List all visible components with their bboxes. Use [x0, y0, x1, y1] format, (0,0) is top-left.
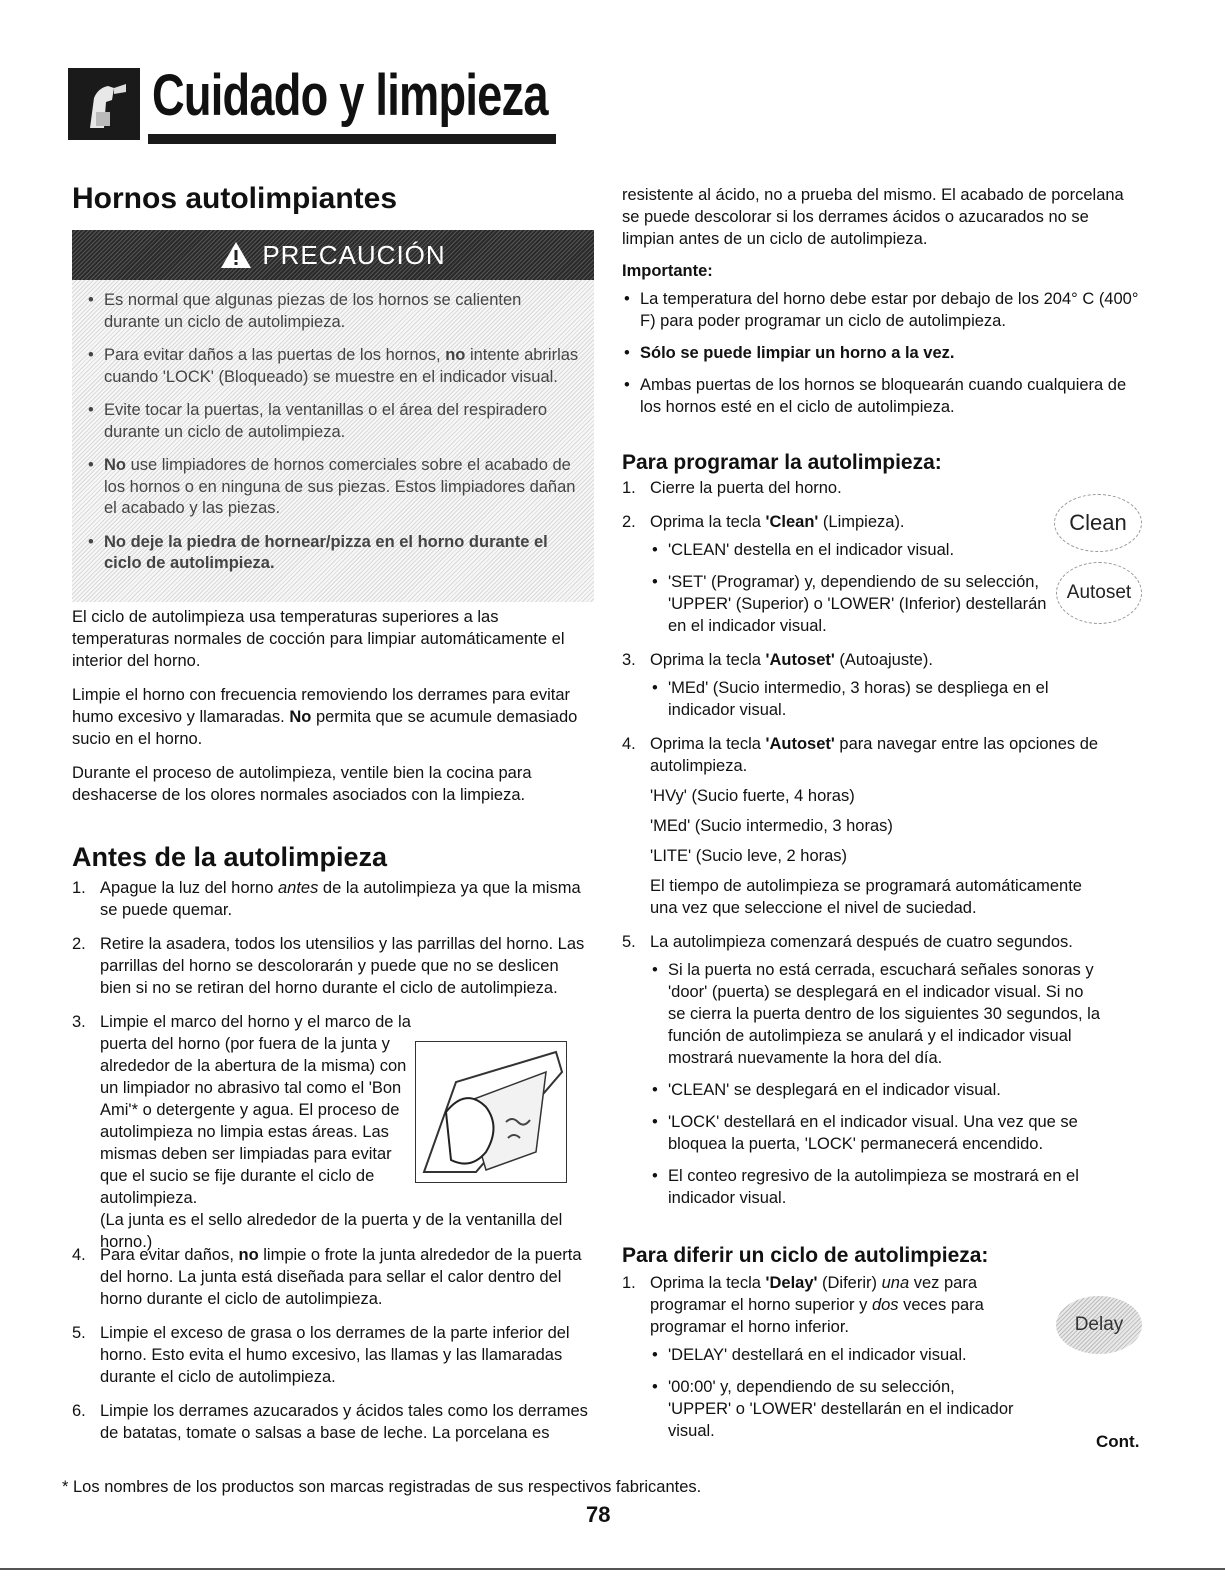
delay-steps: [622, 1272, 1022, 1454]
section-heading-antes: Antes de la autolimpieza: [72, 842, 388, 872]
footnote: * Los nombres de los productos son marcas registradas de sus respectivos fabricantes.: [62, 1478, 702, 1496]
importante-list: [622, 288, 1142, 418]
warning-icon: [220, 241, 252, 269]
cleaning-spray-icon: [68, 68, 140, 140]
note: El tiempo de autolimpieza se programará automáticamente una vez que seleccione el nivel de suciedad.: [650, 877, 1082, 917]
option-line: 'MEd' (Sucio intermedio, 3 horas): [650, 817, 893, 835]
step-item: 1. Cierre la puerta del horno.: [622, 479, 842, 497]
autoset-key[interactable]: Autoset: [1056, 562, 1142, 624]
section-heading-hornos: Hornos autolimpiantes: [72, 182, 398, 215]
caution-header: [72, 230, 594, 280]
step-item: 4. Oprima la tecla 'Autoset' para navegar entre las opciones de autolimpieza. 'HVy' (Sucio fuerte, 4 horas) 'MEd' (Sucio intermedio, 3 horas) 'LITE' (Sucio leve, 2 horas) El tiempo de autolimpieza se programará automáticamente una vez que seleccione el nivel de suciedad.: [622, 733, 1102, 919]
title-underline: [148, 134, 556, 144]
list-item: • 'CLEAN' se desplegará en el indicador visual.: [650, 1079, 1102, 1101]
step-item: 2. Retire la asadera, todos los utensilios y las parrillas del horno. Las parrillas del horno se descolorarán y puede que no se deslicen bien si no se retiran del horno durante el ciclo de autolimpieza.: [72, 935, 585, 997]
page-title: Cuidado y limpieza: [152, 63, 548, 128]
caution-item: • Evite tocar la puertas, la ventanillas o el área del respiradero durante un ciclo de autolimpieza.: [84, 400, 580, 443]
heading-programar: Para programar la autolimpieza:: [622, 451, 942, 474]
step-item: 6. Limpie los derrames azucarados y ácidos tales como los derrames de batatas, tomate o salsas a base de leche. La porcelana es: [72, 1402, 588, 1442]
step-item: 4. Para evitar daños, no limpie o frote la junta alrededor de la puerta del horno. La junta está diseñada para sellar el calor dentro del horno durante el ciclo de autolimpieza.: [72, 1246, 582, 1308]
option-line: 'LITE' (Sucio leve, 2 horas): [650, 847, 848, 865]
caution-item: • No deje la piedra de hornear/pizza en el horno durante el ciclo de autolimpieza.: [84, 532, 580, 575]
paragraph: El ciclo de autolimpieza usa temperaturas superiores a las temperaturas normales de cocción para limpiar automáticamente el interior del horno.: [72, 608, 565, 670]
bottom-rule: [0, 1568, 1225, 1570]
caution-title: PRECAUCIÓN: [262, 239, 446, 270]
page-number: 78: [586, 1502, 611, 1527]
caution-item: • Para evitar daños a las puertas de los hornos, no intente abrirlas cuando 'LOCK' (Bloqueado) se muestre en el indicador visual.: [84, 345, 580, 388]
list-item: • La temperatura del horno debe estar por debajo de los 204° C (400° F) para poder programar un ciclo de autolimpieza.: [622, 288, 1142, 332]
list-item: • 'DELAY' destellará en el indicador visual.: [650, 1344, 1022, 1366]
caution-box: [72, 230, 594, 602]
list-item: • El conteo regresivo de la autolimpieza se mostrará en el indicador visual.: [650, 1165, 1102, 1209]
step-item: 3. Limpie el marco del horno y el marco de la puerta del horno (por fuera de la junta y alrededor de la abertura de la misma) con un limpiador no abrasivo tal como el 'Bon Ami'* o detergente y agua. El proceso de autolimpieza no limpia estas áreas. Las mismas deben ser limpiadas para evitar que el sucio se fije durante el ciclo de autolimpieza. (La junta es el sello alrededor de la puerta y de la ventanilla del horno.): [72, 1013, 563, 1251]
clean-key[interactable]: Clean: [1054, 494, 1142, 552]
heading-diferir: Para diferir un ciclo de autolimpieza:: [622, 1244, 989, 1267]
list-item: • 'MEd' (Sucio intermedio, 3 horas) se despliega en el indicador visual.: [650, 677, 1102, 721]
caution-list: [84, 290, 580, 587]
right-column-intro: [622, 184, 1142, 428]
caution-item: • No use limpiadores de hornos comerciales sobre el acabado de los hornos o en ninguna de sus piezas. Estos limpiadores dañan el acabado y las piezas.: [84, 455, 580, 520]
paragraph: Limpie el horno con frecuencia removiendo los derrames para evitar humo excesivo y llamaradas. No permita que se acumule demasiado sucio en el horno.: [72, 686, 578, 748]
caution-item: • Es normal que algunas piezas de los hornos se calienten durante un ciclo de autolimpieza.: [84, 290, 580, 333]
list-item: • 'CLEAN' destella en el indicador visual.: [650, 539, 1102, 561]
step-item: 5. Limpie el exceso de grasa o los derrames de la parte inferior del horno. Esto evita el humo excesivo, las llamas y las llamaradas durante el ciclo de autolimpieza.: [72, 1324, 570, 1386]
delay-key[interactable]: Delay: [1056, 1296, 1142, 1354]
continued-label: Cont.: [1096, 1432, 1140, 1451]
list-item: • Ambas puertas de los hornos se bloquearán cuando cualquiera de los hornos esté en el ciclo de autolimpieza.: [622, 374, 1142, 418]
before-cleaning-steps-cont: [72, 1244, 592, 1456]
step-item: 2. Oprima la tecla 'Clean' (Limpieza). • 'CLEAN' destella en el indicador visual. • 'SET' (Programar) y, dependiendo de su selección, 'UPPER' (Superior) o 'LOWER' (Inferior) destellarán en el indicador visual.: [622, 511, 1102, 637]
step-item: 5. La autolimpieza comenzará después de cuatro segundos. • Si la puerta no está cerrada, escuchará señales sonoras y 'door' (puerta) se desplegará en el indicador visual. Si no se cierra la puerta dentro de los siguientes 30 segundos, la función de autolimpieza se anulará y el indicador visual mostrará nuevamente la hora del día. • 'CLEAN' se desplegará en el indicador visual. • 'LOCK' destellará en el indicador visual. Una vez que se bloquea la puerta, 'LOCK' permanecerá encendido. • El conteo regresivo de la autolimpieza se mostrará en el indicador visual.: [622, 931, 1102, 1209]
paragraph: resistente al ácido, no a prueba del mismo. El acabado de porcelana se puede descolorar si los derrames ácidos o azucarados no se limpian antes de un ciclo de autolimpieza.: [622, 186, 1124, 248]
importante-label: Importante:: [622, 262, 713, 280]
list-item: • Sólo se puede limpiar un horno a la vez.: [622, 342, 1142, 364]
list-item: • 'LOCK' destellará en el indicador visual. Una vez que se bloquea la puerta, 'LOCK' permanecerá encendido.: [650, 1111, 1102, 1155]
program-steps: [622, 477, 1102, 1221]
step-item: 1. Apague la luz del horno antes de la autolimpieza ya que la misma se puede quemar.: [72, 879, 581, 919]
step-item: 3. Oprima la tecla 'Autoset' (Autoajuste). • 'MEd' (Sucio intermedio, 3 horas) se despliega en el indicador visual.: [622, 649, 1102, 721]
intro-paragraphs: [72, 606, 592, 806]
paragraph: Durante el proceso de autolimpieza, ventile bien la cocina para deshacerse de los olores normales asociados con la limpieza.: [72, 764, 532, 804]
step-item: 1. Oprima la tecla 'Delay' (Diferir) una vez para programar el horno superior y dos veces para programar el horno inferior. • 'DELAY' destellará en el indicador visual. • '00:00' y, dependiendo de su selección, 'UPPER' o 'LOWER' destellarán en el indicador visual.: [622, 1272, 1022, 1442]
oven-door-cleaning-illustration: [415, 1041, 567, 1183]
list-item: • Si la puerta no está cerrada, escuchará señales sonoras y 'door' (puerta) se desplegará en el indicador visual. Si no se cierra la puerta dentro de los siguientes 30 segundos, la función de autolimpieza se anulará y el indicador visual mostrará nuevamente la hora del día.: [650, 959, 1102, 1069]
list-item: • 'SET' (Programar) y, dependiendo de su selección, 'UPPER' (Superior) o 'LOWER' (Inferior) destellarán en el indicador visual.: [650, 571, 1048, 637]
list-item: • '00:00' y, dependiendo de su selección, 'UPPER' o 'LOWER' destellarán en el indicador visual.: [650, 1376, 1022, 1442]
option-line: 'HVy' (Sucio fuerte, 4 horas): [650, 787, 855, 805]
